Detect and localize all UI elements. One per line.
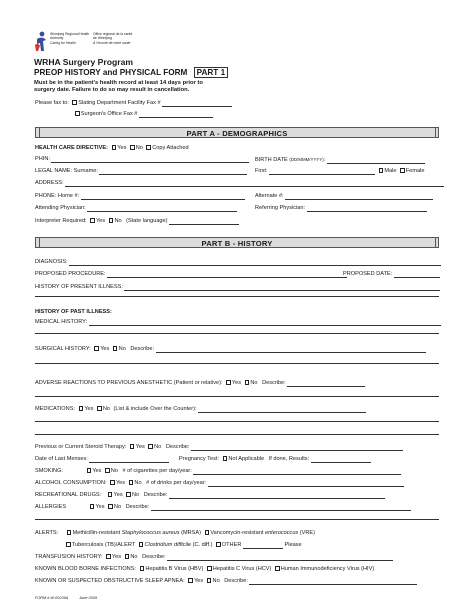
program-title: WRHA Surgery Program	[34, 57, 134, 67]
allergies-yes-label: Yes	[95, 504, 105, 511]
birth-date-field[interactable]	[327, 158, 425, 164]
hpi-extra-line[interactable]	[35, 296, 439, 297]
interpreter-label: Interpreter Required:	[35, 218, 87, 225]
hcd-yes-checkbox[interactable]	[112, 145, 117, 150]
fax-label: Please fax to:	[35, 100, 69, 107]
recreational-label: RECREATIONAL DRUGS:	[35, 492, 102, 499]
transfusion-label: TRANSFUSION HISTORY:	[35, 554, 103, 561]
alcohol-yes-checkbox[interactable]	[110, 480, 115, 485]
first-name-field[interactable]	[269, 169, 375, 175]
surname-field[interactable]	[99, 169, 247, 175]
osa-label: KNOWN OR SUSPECTED OBSTRUCTIVE SLEEP APNEA:	[35, 578, 185, 585]
osa-yes-label: Yes	[194, 578, 204, 585]
fax-surgeon-checkbox[interactable]	[75, 111, 80, 116]
mrsa-checkbox[interactable]	[67, 530, 72, 535]
hcv-label: Hepatitis C Virus (HCV)	[212, 566, 272, 573]
medications-yes-checkbox[interactable]	[79, 406, 84, 411]
vre-label-post: (VRE)	[299, 530, 316, 537]
hcd-copy-checkbox[interactable]	[146, 145, 151, 150]
smoking-label: SMOKING:	[35, 468, 63, 475]
form-title	[34, 68, 228, 77]
medications-no-label: No	[102, 406, 110, 413]
birth-date-format: (DD/MMM/YYYY):	[289, 157, 325, 162]
birth-date-row	[255, 156, 425, 164]
hcd-label: HEALTH CARE DIRECTIVE:	[35, 145, 108, 152]
vre-label-italic: enterococcus	[264, 530, 299, 537]
hcv-checkbox[interactable]	[207, 566, 212, 571]
referring-physician-row	[255, 205, 427, 212]
transfusion-no-label: No	[130, 554, 138, 561]
alerts-row-2	[64, 542, 302, 549]
alerts-row	[35, 530, 315, 537]
proposed-procedure-row	[35, 271, 347, 278]
vre-checkbox[interactable]	[205, 530, 210, 535]
transfusion-describe-label: Describe:	[142, 554, 166, 561]
adverse-describe-label: Describe:	[262, 380, 286, 387]
osa-no-label: No	[212, 578, 220, 585]
legal-name-row	[35, 168, 247, 175]
osa-describe-label: Describe:	[224, 578, 248, 585]
hpi-field[interactable]	[124, 285, 440, 291]
other-alert-label: OTHER	[221, 542, 242, 549]
steroid-label: Previous or Current Steroid Therapy:	[35, 444, 127, 451]
referring-label: Referring Physician:	[255, 205, 306, 211]
interpreter-yes-label: Yes	[95, 218, 106, 225]
transfusion-yes-label: Yes	[111, 554, 122, 561]
proposed-date-label: PROPOSED DATE:	[343, 271, 393, 277]
mrsa-label-italic: Staphylococcus aureus	[121, 530, 180, 537]
osa-describe-field[interactable]	[249, 579, 417, 585]
surgical-history-line-2[interactable]	[35, 363, 439, 364]
medical-history-line-2[interactable]	[35, 333, 439, 334]
pregnancy-results-label: If done, Results:	[268, 456, 310, 463]
recreational-yes-checkbox[interactable]	[108, 492, 113, 497]
transfusion-row	[35, 554, 393, 561]
fax-surgeon-row	[73, 111, 213, 118]
recreational-describe-field[interactable]	[169, 493, 385, 499]
other-alert-checkbox[interactable]	[216, 542, 221, 547]
hcd-yes-label: Yes	[117, 145, 127, 152]
smoking-no-label: No	[110, 468, 118, 475]
legal-name-label: LEGAL NAME: Surname:	[35, 168, 98, 174]
referring-field[interactable]	[307, 206, 427, 212]
medical-history-field[interactable]	[89, 320, 441, 326]
transfusion-yes-checkbox[interactable]	[106, 554, 111, 559]
interpreter-yes-checkbox[interactable]	[90, 218, 95, 223]
surgical-yes-label: Yes	[100, 346, 110, 353]
phone-home-label: PHONE: Home #:	[35, 193, 80, 199]
interpreter-no-label: No	[114, 218, 122, 225]
alternate-phone-row	[255, 193, 433, 200]
female-checkbox[interactable]	[400, 168, 405, 173]
hpi-row	[35, 284, 440, 291]
blood-borne-label: KNOWN BLOOD BORNE INFECTIONS:	[35, 566, 137, 573]
cigs-field[interactable]	[193, 469, 401, 475]
steroid-describe-label: Describe:	[165, 444, 190, 451]
please-label: Please	[284, 542, 302, 549]
drinks-field[interactable]	[208, 481, 404, 487]
fax-slating-checkbox[interactable]	[72, 100, 77, 105]
org-name-fr: Office régional de la santé de Winnipeg	[93, 32, 133, 40]
attending-field[interactable]	[87, 206, 237, 212]
menses-label: Date of Last Menses:	[35, 456, 88, 463]
mrsa-label-pre: Methicillin-resistant	[72, 530, 121, 537]
part-label: PART 1	[194, 67, 229, 78]
allergies-label: ALLERGIES	[35, 504, 67, 511]
notice	[34, 80, 203, 94]
medications-label: MEDICATIONS:	[35, 406, 75, 413]
proposed-procedure-label: PROPOSED PROCEDURE:	[35, 271, 106, 277]
menses-row	[35, 456, 371, 463]
address-field[interactable]	[65, 181, 444, 187]
health-care-directive-row	[35, 145, 189, 152]
fax-slating-field[interactable]	[162, 101, 232, 107]
osa-no-checkbox[interactable]	[207, 578, 212, 583]
allergies-yes-checkbox[interactable]	[90, 504, 95, 509]
steroid-describe-field[interactable]	[191, 445, 403, 451]
pregnancy-label: Pregnancy Test:	[178, 456, 219, 463]
tagline-en: Caring for Health	[50, 41, 76, 45]
smoking-row	[35, 468, 401, 475]
steroid-no-checkbox[interactable]	[148, 444, 153, 449]
part-a-title: PART A - DEMOGRAPHICS	[186, 129, 288, 138]
allergies-no-label: No	[113, 504, 122, 511]
sleep-apnea-row	[35, 578, 417, 585]
past-illness-heading: HISTORY OF PAST ILLNESS:	[35, 309, 112, 315]
attending-label: Attending Physician:	[35, 205, 86, 211]
allergies-describe-field[interactable]	[151, 505, 411, 511]
medications-list-label: (List & include Over the Counter):	[113, 406, 197, 413]
transfusion-no-checkbox[interactable]	[125, 554, 130, 559]
allergies-no-checkbox[interactable]	[108, 504, 113, 509]
diagnosis-field[interactable]	[69, 260, 441, 266]
fax-surgeon-field[interactable]	[139, 112, 213, 118]
footer-form-number: FORM # W-00236A	[35, 596, 69, 600]
hbv-checkbox[interactable]	[140, 566, 145, 571]
drinks-label: # of drinks per day/year:	[146, 480, 207, 487]
adverse-no-label: No	[250, 380, 258, 387]
steroid-yes-label: Yes	[135, 444, 145, 451]
pregnancy-na-checkbox[interactable]	[223, 456, 228, 461]
medications-line-2[interactable]	[35, 421, 439, 422]
alcohol-no-checkbox[interactable]	[129, 480, 134, 485]
form-title-text: PREOP HISTORY and PHYSICAL FORM	[34, 68, 188, 77]
tagline-fr: À l'écoute de notre santé	[93, 41, 131, 45]
proposed-procedure-field[interactable]	[107, 272, 347, 278]
fax-slating-row	[35, 100, 232, 107]
pregnancy-results-field[interactable]	[311, 457, 371, 463]
hbv-label: Hepatitis B Virus (HBV)	[145, 566, 204, 573]
cdiff-label-post: (C. diff.)	[192, 542, 213, 549]
interpreter-row	[35, 218, 239, 225]
steroid-yes-checkbox[interactable]	[130, 444, 135, 449]
alcohol-no-label: No	[134, 480, 142, 487]
alcohol-row	[35, 480, 404, 487]
footer	[35, 596, 97, 600]
cigs-label: # of cigarettes per day/year:	[122, 468, 192, 475]
tb-checkbox[interactable]	[66, 542, 71, 547]
interpreter-no-checkbox[interactable]	[109, 218, 114, 223]
cdiff-label-italic: Clostridium difficile	[144, 542, 192, 549]
attending-physician-row	[35, 205, 237, 212]
surgical-history-label: SURGICAL HISTORY:	[35, 346, 91, 353]
medical-history-row	[35, 319, 441, 326]
smoking-yes-checkbox[interactable]	[87, 468, 92, 473]
part-b-title: PART B - HISTORY	[201, 239, 273, 248]
blood-borne-row	[35, 566, 374, 573]
adverse-reactions-row	[35, 380, 365, 387]
notice-line-2: surgery date. Failure to do so may result in cancellation.	[34, 87, 190, 94]
adverse-label: ADVERSE REACTIONS TO PREVIOUS ANESTHETIC (Patient or relative):	[35, 380, 223, 387]
adverse-describe-field[interactable]	[287, 381, 365, 387]
recreational-describe-label: Describe:	[143, 492, 168, 499]
phin-row	[35, 156, 249, 163]
fax-slating-label: Slating Department Facility Fax #	[78, 100, 161, 107]
alternate-phone-field[interactable]	[285, 194, 433, 200]
adverse-yes-checkbox[interactable]	[226, 380, 231, 385]
adverse-line-2[interactable]	[35, 396, 439, 397]
allergies-describe-label: Describe:	[125, 504, 150, 511]
osa-yes-checkbox[interactable]	[188, 578, 193, 583]
phin-label: PHIN:	[35, 156, 50, 162]
smoking-yes-label: Yes	[92, 468, 102, 475]
allergies-line-2[interactable]	[35, 519, 439, 520]
alcohol-yes-label: Yes	[115, 480, 126, 487]
proposed-date-row	[343, 271, 440, 278]
female-label: Female	[405, 168, 425, 175]
address-row	[35, 180, 444, 187]
mrsa-label-post: (MRSA)	[181, 530, 201, 537]
pregnancy-na-label: Not Applicable	[228, 456, 265, 463]
recreational-no-checkbox[interactable]	[126, 492, 131, 497]
recreational-drugs-row	[35, 492, 385, 499]
wrha-logo	[34, 30, 154, 56]
adverse-yes-label: Yes	[231, 380, 242, 387]
alcohol-label: ALCOHOL CONSUMPTION:	[35, 480, 107, 487]
medications-field[interactable]	[198, 407, 366, 413]
surgical-no-checkbox[interactable]	[113, 346, 118, 351]
diagnosis-label: DIAGNOSIS:	[35, 259, 68, 265]
alerts-label: ALERTS:	[35, 530, 59, 537]
male-label: Male	[384, 168, 397, 175]
hcd-copy-label: Copy Attached	[152, 145, 189, 152]
proposed-date-field[interactable]	[394, 272, 440, 278]
alternate-phone-label: Alternate #:	[255, 193, 284, 199]
part-b-header	[35, 237, 439, 248]
recreational-yes-label: Yes	[113, 492, 123, 499]
medical-history-label: MEDICAL HISTORY:	[35, 319, 88, 325]
other-alert-field[interactable]	[243, 543, 283, 549]
phone-row	[35, 193, 245, 200]
wrha-logo-icon	[34, 31, 48, 53]
diagnosis-row	[35, 259, 441, 266]
state-language-label: (State language)	[126, 218, 168, 225]
hcd-no-checkbox[interactable]	[130, 145, 135, 150]
cdiff-checkbox[interactable]	[139, 542, 144, 547]
footer-date: June 2009	[79, 596, 97, 600]
medications-row	[35, 406, 366, 413]
recreational-no-label: No	[132, 492, 140, 499]
allergies-row	[35, 504, 411, 511]
surgical-history-row	[35, 346, 426, 353]
smoking-no-checkbox[interactable]	[105, 468, 110, 473]
surgical-no-label: No	[118, 346, 126, 353]
birth-date-label: BIRTH DATE	[255, 157, 288, 163]
steroid-row	[35, 444, 403, 451]
phin-field[interactable]	[51, 157, 249, 163]
first-name-row	[255, 168, 424, 175]
phone-home-field[interactable]	[81, 194, 245, 200]
male-checkbox[interactable]	[379, 168, 384, 173]
address-label: ADDRESS:	[35, 180, 64, 186]
hiv-checkbox[interactable]	[275, 566, 280, 571]
medications-line-3[interactable]	[35, 434, 439, 435]
transfusion-describe-field[interactable]	[167, 555, 393, 561]
part-a-header	[35, 127, 439, 138]
menses-field[interactable]	[89, 457, 169, 463]
medications-no-checkbox[interactable]	[97, 406, 102, 411]
hiv-label: Human Immunodeficiency Virus (HIV)	[280, 566, 375, 573]
hpi-label: HISTORY OF PRESENT ILLNESS:	[35, 284, 123, 290]
notice-line-1: Must be in the patient's health record at least 14 days prior to	[34, 80, 203, 86]
surgical-describe-field[interactable]	[156, 347, 426, 353]
first-name-label: First:	[255, 168, 268, 175]
vre-label-pre: Vancomycin-resistant	[210, 530, 264, 537]
steroid-no-label: No	[154, 444, 162, 451]
medications-yes-label: Yes	[84, 406, 94, 413]
surgical-describe-label: Describe:	[130, 346, 155, 353]
adverse-no-checkbox[interactable]	[245, 380, 250, 385]
tb-label: Tuberculosis (TB)/ALERT	[71, 542, 136, 549]
hcd-no-label: No	[135, 145, 143, 152]
fax-surgeon-label: Surgeon's Office Fax #	[80, 111, 138, 118]
org-name-en: Winnipeg Regional Health Authority	[50, 32, 90, 40]
surgical-yes-checkbox[interactable]	[94, 346, 99, 351]
state-language-field[interactable]	[169, 219, 239, 225]
